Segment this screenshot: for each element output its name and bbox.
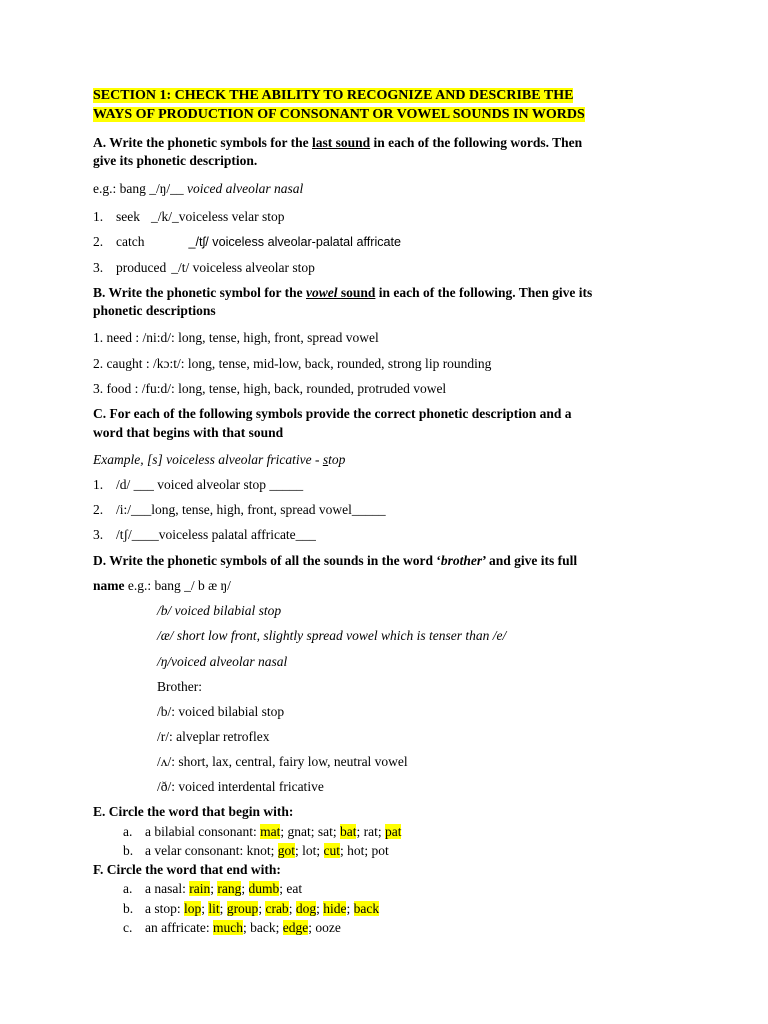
word-text: ; <box>219 901 227 916</box>
part-c-heading: C. For each of the following symbols provide the correct phonetic description and a <box>93 406 572 421</box>
part-b-item-1: 1. need : /ni:d/: long, tense, high, front, spread vowel <box>93 330 379 345</box>
highlighted-word: edge <box>282 920 309 935</box>
part-a-heading: A. Write the phonetic symbols for the last sound in each of the following words. Then <box>93 135 583 150</box>
highlighted-word: mat <box>260 824 281 839</box>
highlighted-word: got <box>277 843 295 858</box>
part-c-item-3: 3. /tʃ/____voiceless palatal affricate___ <box>93 527 316 542</box>
highlighted-word: crab <box>265 901 289 916</box>
part-e-heading: E. Circle the word that begin with: <box>93 804 294 819</box>
item-letter: a. <box>123 824 133 839</box>
part-e-item-a <box>123 823 401 840</box>
part-d-answer-line-1: /b/: voiced bilabial stop <box>157 704 285 719</box>
highlighted-word: hide <box>323 901 347 916</box>
part-e-item-b <box>123 842 389 859</box>
word-text: ; gnat; sat; <box>280 824 340 839</box>
word-text: ; <box>258 901 266 916</box>
word-text: ; <box>201 901 209 916</box>
part-a-example: e.g.: bang _/ŋ/__ voiced alveolar nasal <box>93 181 304 196</box>
part-a-item-3: 3. produced _/t/ voiceless alveolar stop <box>93 260 315 275</box>
part-c-item-1: 1. /d/ ___ voiced alveolar stop _____ <box>93 477 304 492</box>
item-label: a velar consonant: knot; <box>145 843 278 858</box>
word-text: ; eat <box>279 881 303 896</box>
part-d-answer-line-2: /r/: alveplar retroflex <box>157 729 270 744</box>
item-label: a stop: <box>145 901 184 916</box>
part-a-item-2: 2. catch _/tʃ/ voiceless alveolar-palatal affricate <box>93 234 402 249</box>
part-c-heading-line-2: word that begins with that sound <box>93 425 284 440</box>
word-text: ; <box>288 901 296 916</box>
highlighted-word: much <box>212 920 243 935</box>
part-d-heading: D. Write the phonetic symbols of all the sounds in the word ‘brother’ and give its full <box>93 553 578 568</box>
highlighted-word: pat <box>384 824 402 839</box>
word-text: ; <box>346 901 354 916</box>
section-title-line-1: SECTION 1: CHECK THE ABILITY TO RECOGNIZE AND DESCRIBE THE <box>93 88 574 103</box>
word-text: ; back; <box>242 920 283 935</box>
item-label: a nasal: <box>145 881 190 896</box>
word-text: ; lot; <box>294 843 324 858</box>
highlighted-word: back <box>353 901 380 916</box>
highlighted-word: lit <box>208 901 220 916</box>
highlighted-word: dumb <box>248 881 280 896</box>
part-d-example-line-1: /b/ voiced bilabial stop <box>157 603 282 618</box>
word-text: ; ooze <box>308 920 341 935</box>
word-text: ; hot; pot <box>340 843 389 858</box>
part-d-answer-line-4: /ð/: voiced interdental fricative <box>157 779 324 794</box>
word-text: ; <box>210 881 218 896</box>
part-a-heading-line-2: give its phonetic description. <box>93 153 258 168</box>
highlighted-word: dog <box>295 901 317 916</box>
item-letter: b. <box>123 901 134 916</box>
part-b-heading: B. Write the phonetic symbol for the vowel sound in each of the following. Then give its <box>93 285 593 300</box>
part-d-answer-line-3: /ʌ/: short, lax, central, fairy low, neutral vowel <box>157 754 408 769</box>
item-letter: b. <box>123 843 134 858</box>
highlighted-word: bat <box>339 824 357 839</box>
item-label: a bilabial consonant: <box>145 824 261 839</box>
part-f-item-c <box>123 919 341 936</box>
part-d-example-line-2: /æ/ short low front, slightly spread vowel which is tenser than /e/ <box>157 628 507 643</box>
highlighted-word: rain <box>189 881 211 896</box>
highlighted-word: group <box>226 901 259 916</box>
item-letter: c. <box>123 920 133 935</box>
part-c-item-2: 2. /i:/___long, tense, high, front, spread vowel_____ <box>93 502 386 517</box>
part-b-item-3: 3. food : /fu:d/: long, tense, high, back, rounded, protruded vowel <box>93 381 447 396</box>
part-d-heading-line-2: name e.g.: bang _/ b æ ŋ/ <box>93 578 231 593</box>
word-text: ; <box>316 901 324 916</box>
word-text: ; <box>241 881 249 896</box>
part-c-example: Example, [s] voiceless alveolar fricative - stop <box>93 452 346 467</box>
highlighted-word: cut <box>323 843 340 858</box>
part-f-heading: F. Circle the word that end with: <box>93 862 281 877</box>
item-label: an affricate: <box>145 920 213 935</box>
part-b-heading-line-2: phonetic descriptions <box>93 303 216 318</box>
word-text: ; rat; <box>356 824 385 839</box>
part-f-item-b <box>123 900 379 917</box>
part-b-item-2: 2. caught : /kɔ:t/: long, tense, mid-low, back, rounded, strong lip rounding <box>93 356 492 371</box>
highlighted-word: lop <box>184 901 202 916</box>
part-d-answer-title: Brother: <box>157 679 202 694</box>
part-d-example-line-3: /ŋ/voiced alveolar nasal <box>157 654 288 669</box>
item-letter: a. <box>123 881 133 896</box>
section-title-line-2: WAYS OF PRODUCTION OF CONSONANT OR VOWEL SOUNDS IN WORDS <box>93 107 585 122</box>
highlighted-word: rang <box>217 881 242 896</box>
part-a-item-1: 1. seek _/k/_voiceless velar stop <box>93 209 285 224</box>
part-f-item-a <box>123 880 302 897</box>
